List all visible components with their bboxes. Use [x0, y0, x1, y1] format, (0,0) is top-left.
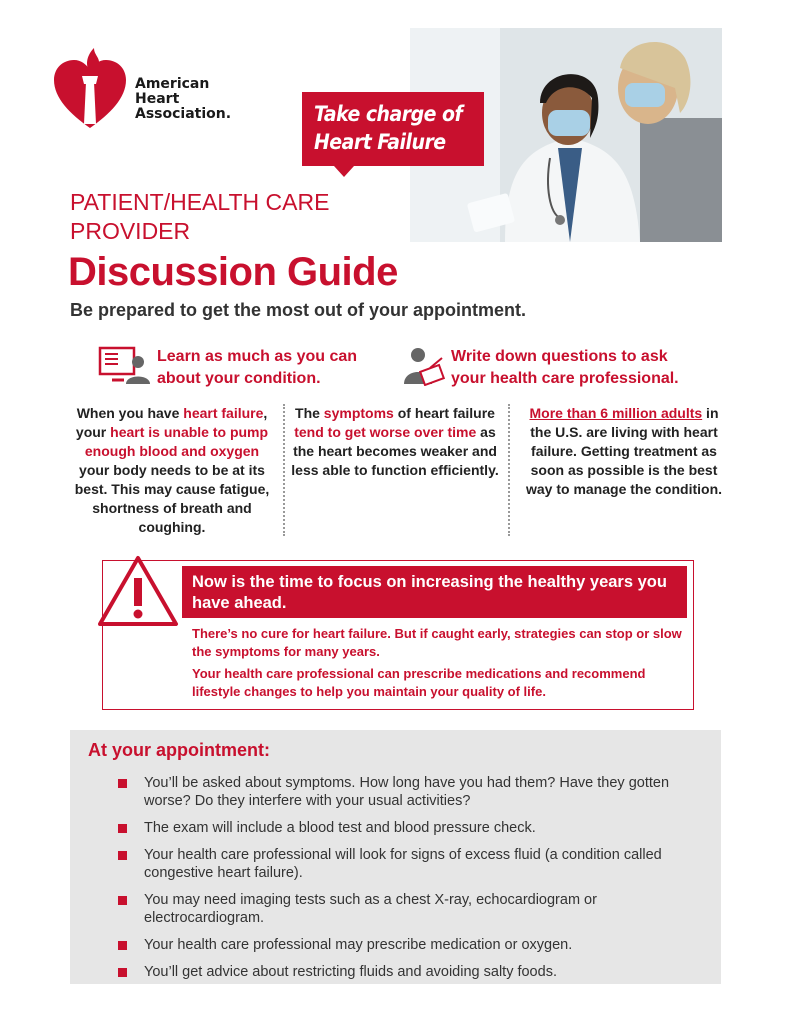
column-divider-2 [508, 404, 510, 536]
list-item [116, 936, 716, 954]
c1-c: , your [75, 405, 268, 440]
bullet-square [118, 824, 127, 833]
c2-c: of heart failure [393, 405, 495, 421]
tip-learn-line-2: about your condition. [157, 370, 321, 387]
logo-line-1: American [135, 76, 210, 92]
warning-paragraph-2: Your health care professional can prescribe medications and recommend lifestyle changes to help you maintain your quality of life. [192, 666, 646, 699]
c1-a: When you have [76, 405, 184, 421]
computer-user-icon [98, 346, 150, 386]
column-heart-failure [68, 404, 276, 537]
c2-e: as the heart becomes weaker and less able to function efficiently. [291, 424, 499, 478]
warning-paragraph-1: There’s no cure for heart failure. But if caught early, strategies can stop or slow the symptoms for many years. [192, 626, 682, 659]
logo-line-3: Association. [135, 106, 232, 122]
tip-learn-line-1: Learn as much as you can [157, 348, 358, 365]
logo-line-2: Heart [135, 91, 180, 107]
bullet-square [118, 968, 127, 977]
appointment-item-2: The exam will include a blood test and blood pressure check. [144, 820, 536, 836]
c3-a: More than 6 million adults [529, 405, 703, 421]
appointment-item-4: You may need imaging tests such as a chest X-ray, echocardiogram or electrocardiogram. [144, 892, 597, 926]
appointment-title: At your appointment: [88, 740, 270, 760]
callout-tail [334, 166, 354, 177]
document-kicker [70, 188, 410, 246]
person-writing-icon [400, 346, 446, 386]
c1-d: heart is unable to pump enough blood and oxygen [84, 424, 269, 459]
tip-write-line-1: Write down questions to ask [451, 348, 668, 365]
list-item [116, 819, 716, 837]
appointment-item-6: You’ll get advice about restricting fluids and avoiding salty foods. [144, 964, 557, 980]
column-divider-1 [283, 404, 285, 536]
bullet-square [118, 851, 127, 860]
bullet-square [118, 896, 127, 905]
bullet-square [118, 779, 127, 788]
page-title: Discussion Guide [68, 250, 398, 294]
callout-banner [302, 92, 484, 166]
kicker-line-2: PROVIDER [70, 218, 191, 244]
column-statistics [520, 404, 728, 499]
warning-triangle-icon [96, 554, 180, 630]
page-subtitle: Be prepared to get the most out of your appointment. [70, 300, 527, 320]
tip-write [451, 346, 679, 390]
appointment-item-3: Your health care professional will look for signs of excess fluid (a condition called congestive heart failure). [144, 847, 662, 881]
tip-write-line-2: your health care professional. [451, 370, 679, 387]
list-item [116, 963, 716, 981]
c3-b: in the U.S. are living with heart failure. Getting treatment as soon as possible is the best way to manage the condition. [525, 405, 723, 497]
list-item [116, 774, 716, 810]
c2-d: tend to get worse over time [294, 424, 477, 440]
c2-a: The [295, 405, 324, 421]
appointment-item-1: You’ll be asked about symptoms. How long have you had them? Have they gotten worse? Do they interfere with your usual activities? [144, 775, 670, 809]
heart-torch-icon [50, 36, 130, 134]
c2-b: symptoms [323, 405, 394, 421]
bullet-square [118, 941, 127, 950]
callout-line-2: Heart Failure [314, 130, 446, 154]
list-item [116, 891, 716, 927]
column-symptoms [290, 404, 500, 480]
kicker-line-1: PATIENT/HEALTH CARE [70, 189, 330, 215]
aha-logo [50, 36, 250, 136]
appointment-item-5: Your health care professional may prescribe medication or oxygen. [144, 937, 573, 953]
appointment-list [116, 774, 716, 990]
warning-heading: Now is the time to focus on increasing the healthy years you have ahead. [192, 573, 667, 612]
c1-b: heart failure [183, 405, 264, 421]
list-item [116, 846, 716, 882]
callout-line-1: Take charge of [314, 102, 463, 126]
tip-learn [157, 346, 357, 390]
c1-e: your body needs to be at its best. This may cause fatigue, shortness of breath and coughing. [74, 462, 270, 535]
